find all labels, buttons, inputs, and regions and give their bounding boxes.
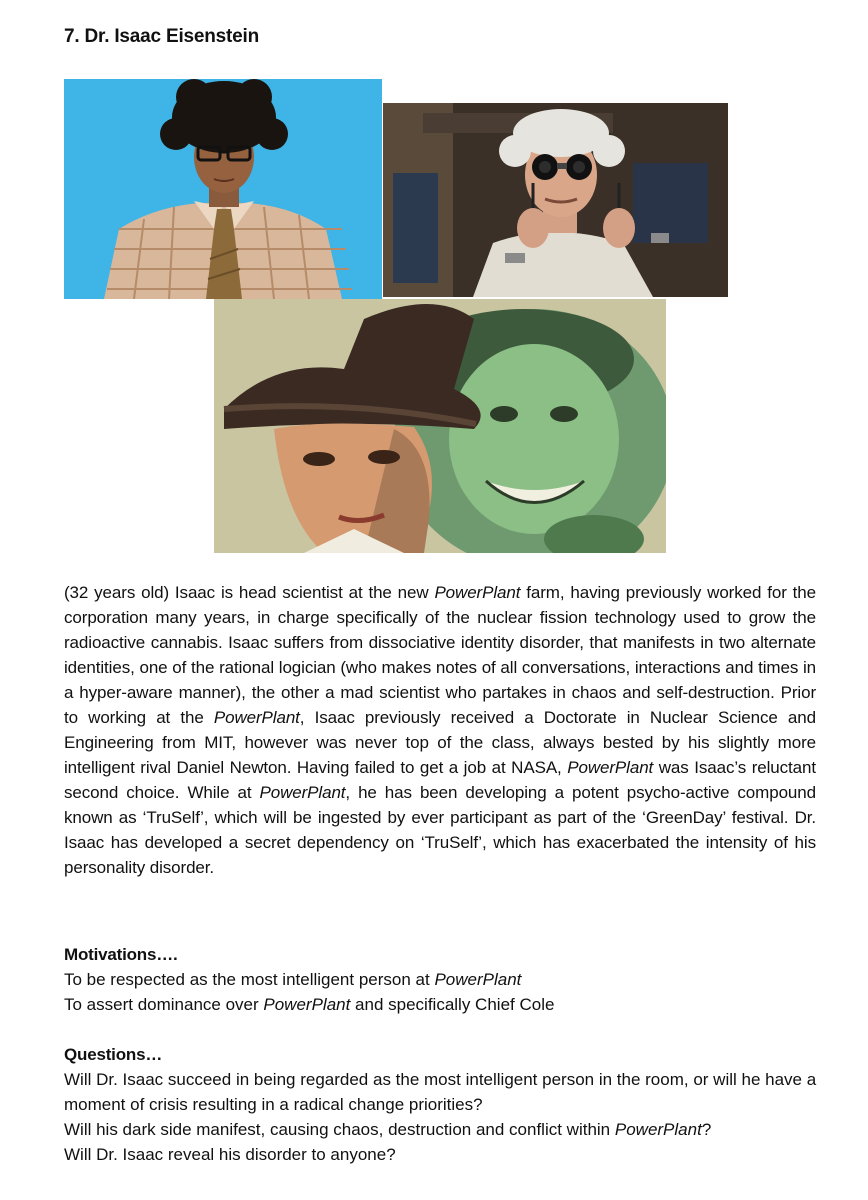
- questions-heading: Questions…: [64, 1045, 163, 1064]
- character-photo-poster: [214, 299, 666, 553]
- questions-section: [64, 1042, 824, 1167]
- character-photo-glasses: [64, 79, 382, 299]
- list-line: [64, 1117, 824, 1142]
- photo-glasses-illustration: [64, 79, 382, 299]
- text-run: ?: [701, 1120, 712, 1139]
- questions-list: [64, 1067, 824, 1167]
- motivations-heading: Motivations….: [64, 945, 178, 964]
- photo-poster-illustration: [214, 299, 666, 553]
- motivations-section: [64, 942, 824, 1017]
- emphasized-text: PowerPlant: [567, 758, 654, 777]
- page-title: 7. Dr. Isaac Eisenstein: [64, 26, 260, 47]
- photo-goggles-illustration: [383, 103, 728, 297]
- text-run: was Isaac’s reluctant second choice. While at: [64, 758, 816, 802]
- list-line: [64, 1067, 824, 1117]
- text-run: and specifically Chief Cole: [350, 995, 555, 1014]
- text-run: , Isaac previously received a Doctorate in Nuclear Science and Engineering from MIT, however was never top of the class, always bested by his slightly more intelligent rival Daniel Newton. Having failed to get a job at NASA,: [64, 708, 816, 777]
- text-run: Will Dr. Isaac reveal his disorder to anyone?: [64, 1145, 396, 1164]
- emphasized-text: PowerPlant: [213, 708, 300, 727]
- text-run: Will Dr. Isaac succeed in being regarded as the most intelligent person in the room, or will he have a moment of crisis resulting in a radical change priorities?: [64, 1070, 817, 1114]
- text-run: To assert dominance over: [64, 995, 264, 1014]
- text-run: , he has been developing a potent psycho-active compound known as ‘TruSelf’, which will be ingested by ever participant as part of the ‘GreenDay’ festival. Dr. Isaac has developed a secret dependency on ‘TruSelf’, which has exacerbated the intensity of his personality disorder.: [64, 783, 816, 877]
- emphasized-text: PowerPlant: [434, 583, 521, 602]
- text-run: Will his dark side manifest, causing chaos, destruction and conflict within: [64, 1120, 615, 1139]
- emphasized-text: PowerPlant: [614, 1120, 702, 1139]
- character-photo-goggles: [383, 103, 728, 297]
- emphasized-text: PowerPlant: [259, 783, 346, 802]
- text-run: To be respected as the most intelligent person at: [64, 970, 435, 989]
- list-line: [64, 1142, 824, 1167]
- motivations-list: [64, 967, 824, 1017]
- list-line: [64, 992, 824, 1017]
- text-run: farm, having previously worked for the corporation many years, in charge specifically of the nuclear fission technology used to grow the radioactive cannabis. Isaac suffers from dissociative identity disorder, that manifests in two alternate identities, one of the rational logician (who makes notes of all conversations, interactions and times in a hyper-aware manner), the other a mad scientist who partakes in chaos and self-destruction. Prior to working at the: [64, 583, 816, 727]
- list-line: [64, 967, 824, 992]
- emphasized-text: PowerPlant: [263, 995, 351, 1014]
- character-description: [64, 580, 816, 880]
- text-run: (32 years old) Isaac is head scientist at the new: [64, 583, 435, 602]
- emphasized-text: PowerPlant: [434, 970, 522, 989]
